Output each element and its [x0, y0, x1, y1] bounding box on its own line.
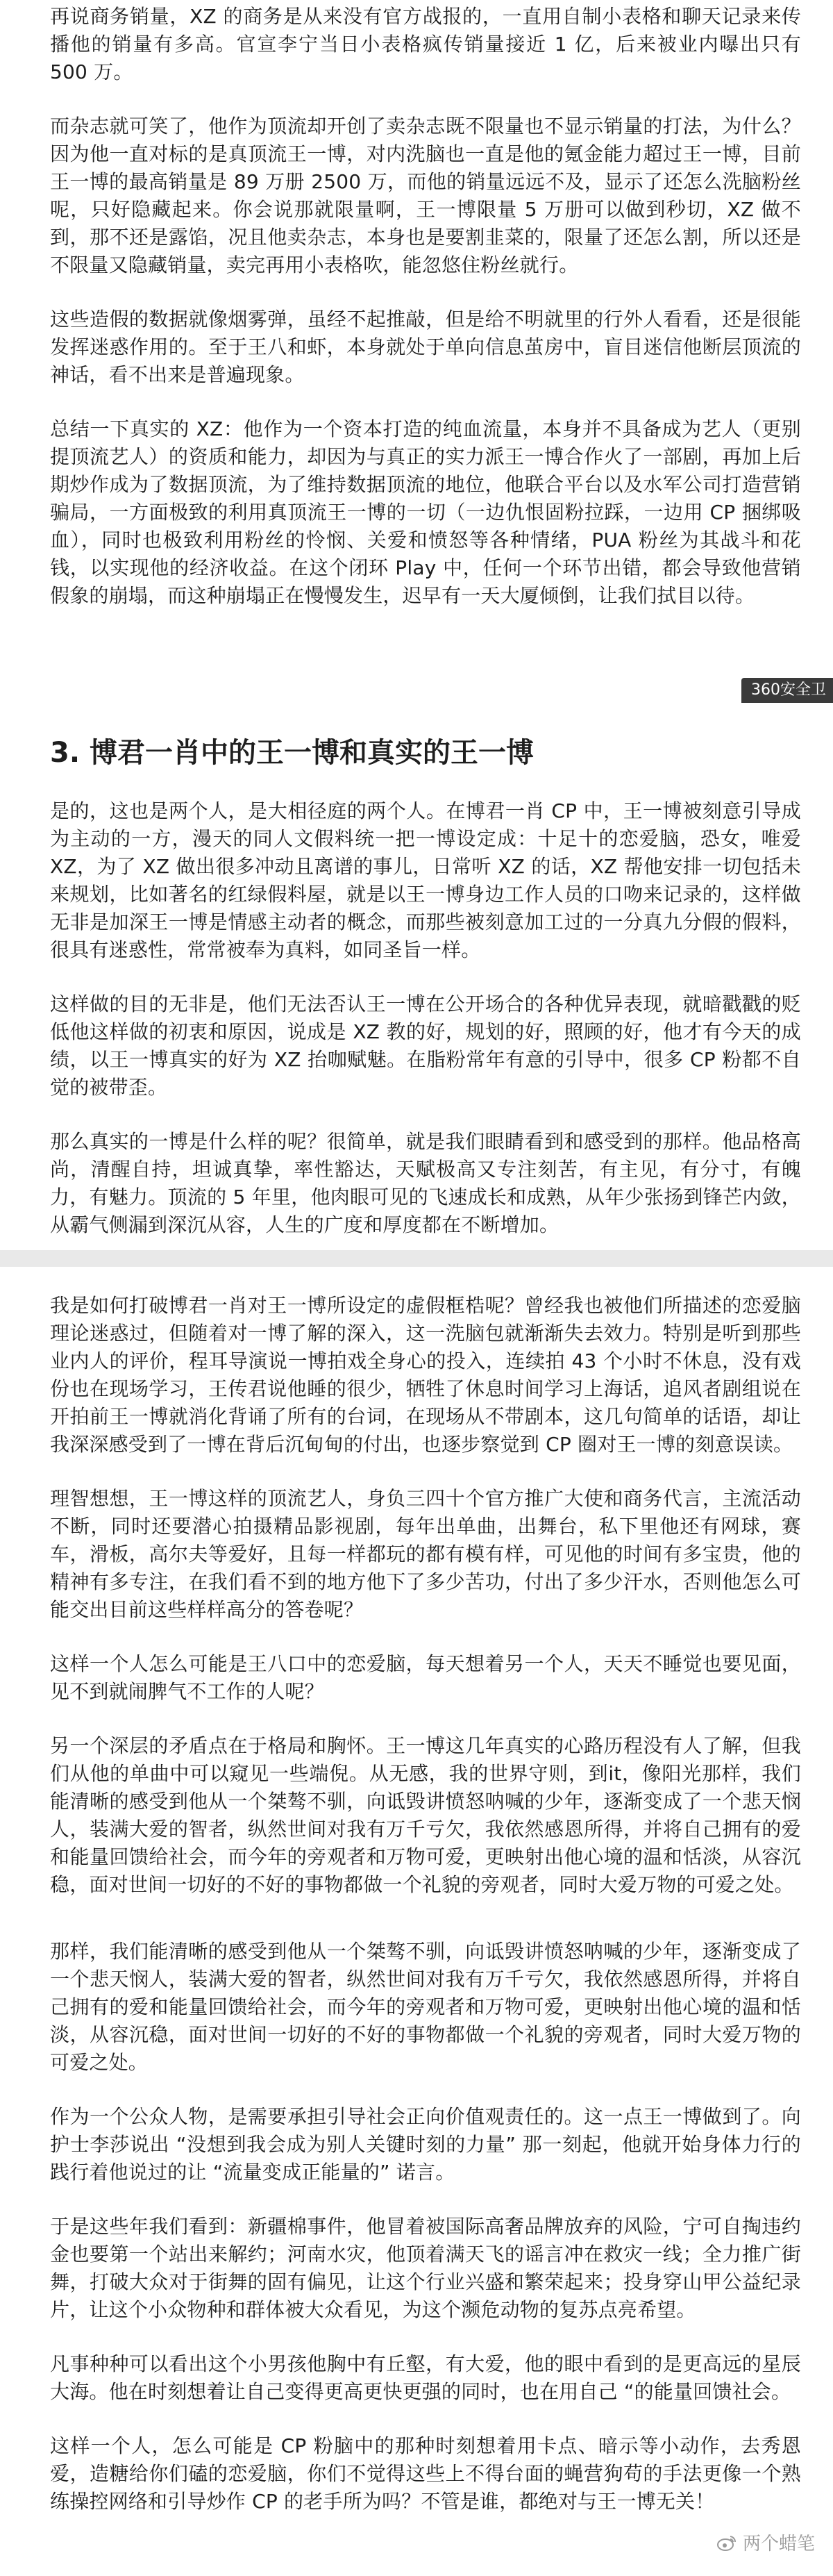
paragraph: 这样一个人怎么可能是王八口中的恋爱脑，每天想着另一个人，天天不睡觉也要见面，见不到就闹脾气不工作的人呢？ — [50, 1652, 801, 1703]
paragraph: 这样一个人，怎么可能是 CP 粉脑中的那种时刻想着用卡点、暗示等小动作，去秀恩爱，造糖给你们磕的恋爱脑，你们不觉得这些上不得台面的蝇营狗苟的手法更像一个熟练操控网络和引导炒作 CP 的老手所为吗？不管是谁，都绝对与王一博无关！ — [50, 2434, 801, 2513]
paragraph: 而杂志就可笑了，他作为顶流却开创了卖杂志既不限量也不显示销量的打法，为什么？因为他一直对标的是真顶流王一博，对内洗脑也一直是他的氪金能力超过王一博，目前王一博的最高销量是 89 万册 2500 万，而他的销量远远不及，显示了还怎么洗脑粉丝呢，只好隐藏起来。你会说那就限量啊，王一博限量 5 万册可以做到秒切，XZ 做不到，那不还是露馅，况且他卖杂志，本身也是要割韭菜的，限量了还怎么割，所以还是不限量又隐藏销量，卖完再用小表格吹，能忽悠住粉丝就行。 — [50, 115, 801, 276]
paragraph: 凡事种种可以看出这个小男孩他胸中有丘壑，有大爱，他的眼中看到的是更高远的星辰大海。他在时刻想着让自己变得更高更快更强的同时，也在用自己 “的能量回馈社会。 — [50, 2352, 801, 2403]
weibo-watermark — [716, 2529, 815, 2555]
paragraph: 另一个深层的矛盾点在于格局和胸怀。王一博这几年真实的心路历程没有人了解，但我们从他的单曲中可以窥见一些端倪。从无感，我的世界守则，到it，像阳光那样，我们能清晰的感受到他从一个桀骜不驯，向诋毁讲愤怒呐喊的少年，逐渐变成了一个悲天悯人，装满大爱的智者，纵然世间对我有万千亏欠，我依然感恩所得，并将自己拥有的爱和能量回馈给社会，而今年的旁观者和万物可爱，更映射出他心境的温和恬淡，从容沉稳，面对世间一切好的不好的事物都做一个礼貌的旁观者，同时大爱万物的可爱之处。 — [50, 1734, 801, 1896]
paragraph: 理智想想，王一博这样的顶流艺人，身负三四十个官方推广大使和商务代言，主流活动不断，同时还要潜心拍摄精品影视剧，每年出单曲，出舞台，私下里他还有网球，赛车，滑板，高尔夫等爱好，且每一样都玩的都有模有样，可见他的时间有多宝贵，他的精神有多专注，在我们看不到的地方他下了多少苦功，付出了多少汗水，否则他怎么可能交出目前这些样样高分的答卷呢？ — [50, 1487, 801, 1621]
section-heading: 3. 博君一肖中的王一博和真实的王一博 — [50, 737, 534, 769]
paragraph: 总结一下真实的 XZ：他作为一个资本打造的纯血流量，本身并不具备成为艺人（更别提顶流艺人）的资质和能力，却因为与真正的实力派王一博合作火了一部剧，再加上后期炒作成为了数据顶流，为了维持数据顶流的地位，他联合平台以及水军公司打造营销骗局，一方面极致的利用真顶流王一博的一切（一边仇恨固粉拉踩，一边用 CP 捆绑吸血），同时也极致利用粉丝的怜悯、关爱和愤怒等各种情绪，PUA 粉丝为其战斗和花钱，以实现他的经济收益。在这个闭环 Play 中，任何一个环节出错，都会导致他营销假象的崩塌，而这种崩塌正在慢慢发生，迟早有一天大厦倾倒，让我们拭目以待。 — [50, 417, 801, 607]
watermark-author: 两个蜡笔 — [742, 2534, 815, 2554]
security-badge[interactable]: 360安全卫 — [741, 678, 833, 703]
paragraph: 这些造假的数据就像烟雾弹，虽经不起推敲，但是给不明就里的行外人看看，还是很能发挥迷惑作用的。至于王八和虾，本身就处于单向信息茧房中，盲目迷信他断层顶流的神话，看不出来是普遍现象。 — [50, 308, 801, 386]
paragraph: 再说商务销量，XZ 的商务是从来没有官方战报的，一直用自制小表格和聊天记录来传播他的销量有多高。官宣李宁当日小表格疯传销量接近 1 亿，后来被业内曝出只有 500 万。 — [50, 5, 801, 83]
paragraph: 我是如何打破博君一肖对王一博所设定的虚假框梏呢？曾经我也被他们所描述的恋爱脑理论迷惑过，但随着对一博了解的深入，这一洗脑包就渐渐失去效力。特别是听到那些业内人的评价，程耳导演说一博拍戏全身心的投入，连续拍 43 个小时不休息，没有戏份也在现场学习，王传君说他睡的很少，牺牲了休息时间学习上海话，追风者剧组说在开拍前王一博就消化背诵了所有的台词，在现场从不带剧本，这几句简单的话语，却让我深深感受到了一博在背后沉甸甸的付出，也逐步察觉到 CP 圈对王一博的刻意误读。 — [50, 1294, 801, 1456]
paragraph: 那么真实的一博是什么样的呢？很简单，就是我们眼睛看到和感受到的那样。他品格高尚，清醒自持，坦诚真挚，率性豁达，天赋极高又专注刻苦，有主见，有分寸，有魄力，有魅力。顶流的 5 年里，他肉眼可见的飞速成长和成熟，从年少张扬到锋芒内敛，从霸气侧漏到深沉从容，人生的广度和厚度都在不断增加。 — [50, 1130, 801, 1236]
document-page-3 — [0, 1267, 833, 1959]
paragraph: 作为一个公众人物，是需要承担引导社会正向价值观责任的。这一点王一博做到了。向护士李莎说出 “没想到我会成为别人关键时刻的力量” 那一刻起，他就开始身体力行的践行着他说过的让 “流量变成正能量的” 诺言。 — [50, 2105, 801, 2184]
page-separator — [0, 1250, 833, 1267]
carry-over-paragraph: 那样，我们能清晰的感受到他从一个桀骜不驯，向诋毁讲愤怒呐喊的少年，逐渐变成了一个悲天悯人，装满大爱的智者，纵然世间对我有万千亏欠，我依然感恩所得，并将自己拥有的爱和能量回馈给社会，而今年的旁观者和万物可爱，更映射出他心境的温和恬淡，从容沉稳，面对世间一切好的不好的事物都做一个礼貌的旁观者，同时大爱万物的可爱之处。 — [50, 1940, 801, 2074]
paragraph: 于是这些年我们看到：新疆棉事件，他冒着被国际高奢品牌放弃的风险，宁可自掏违约金也要第一个站出来解约；河南水灾，他顶着满天飞的谣言冲在救灾一线；全力推广街舞，打破大众对于街舞的固有偏见，让这个行业兴盛和繁荣起来；投身穿山甲公益纪录片，让这个小众物种和群体被大众看见，为这个濒危动物的复苏点亮希望。 — [50, 2215, 801, 2321]
document-page-1 — [0, 0, 833, 703]
paragraph: 是的，这也是两个人，是大相径庭的两个人。在博君一肖 CP 中，王一博被刻意引导成为主动的一方，漫天的同人文假料统一把一博设定成：十足十的恋爱脑，恐女，唯爱 XZ，为了 XZ 做出很多冲动且离谱的事儿，日常听 XZ 的话，XZ 帮他安排一切包括未来规划，比如著名的红绿假料屋，就是以王一博身边工作人员的口吻来记录的，这样做无非是加深王一博是情感主动者的概念，而那些被刻意加工过的一分真九分假的假料，很具有迷惑性，常常被奉为真料，如同圣旨一样。 — [50, 799, 801, 961]
document-page-2 — [0, 703, 833, 1250]
paragraph: 这样做的目的无非是，他们无法否认王一博在公开场合的各种优异表现，就暗戳戳的贬低他这样做的初衷和原因，说成是 XZ 教的好，规划的好，照顾的好，他才有今天的成绩，以王一博真实的好为 XZ 抬咖赋魅。在脂粉常年有意的引导中，很多 CP 粉都不自觉的被带歪。 — [50, 992, 801, 1099]
weibo-logo-icon — [716, 2532, 737, 2553]
document-page-4 — [0, 1940, 833, 2576]
